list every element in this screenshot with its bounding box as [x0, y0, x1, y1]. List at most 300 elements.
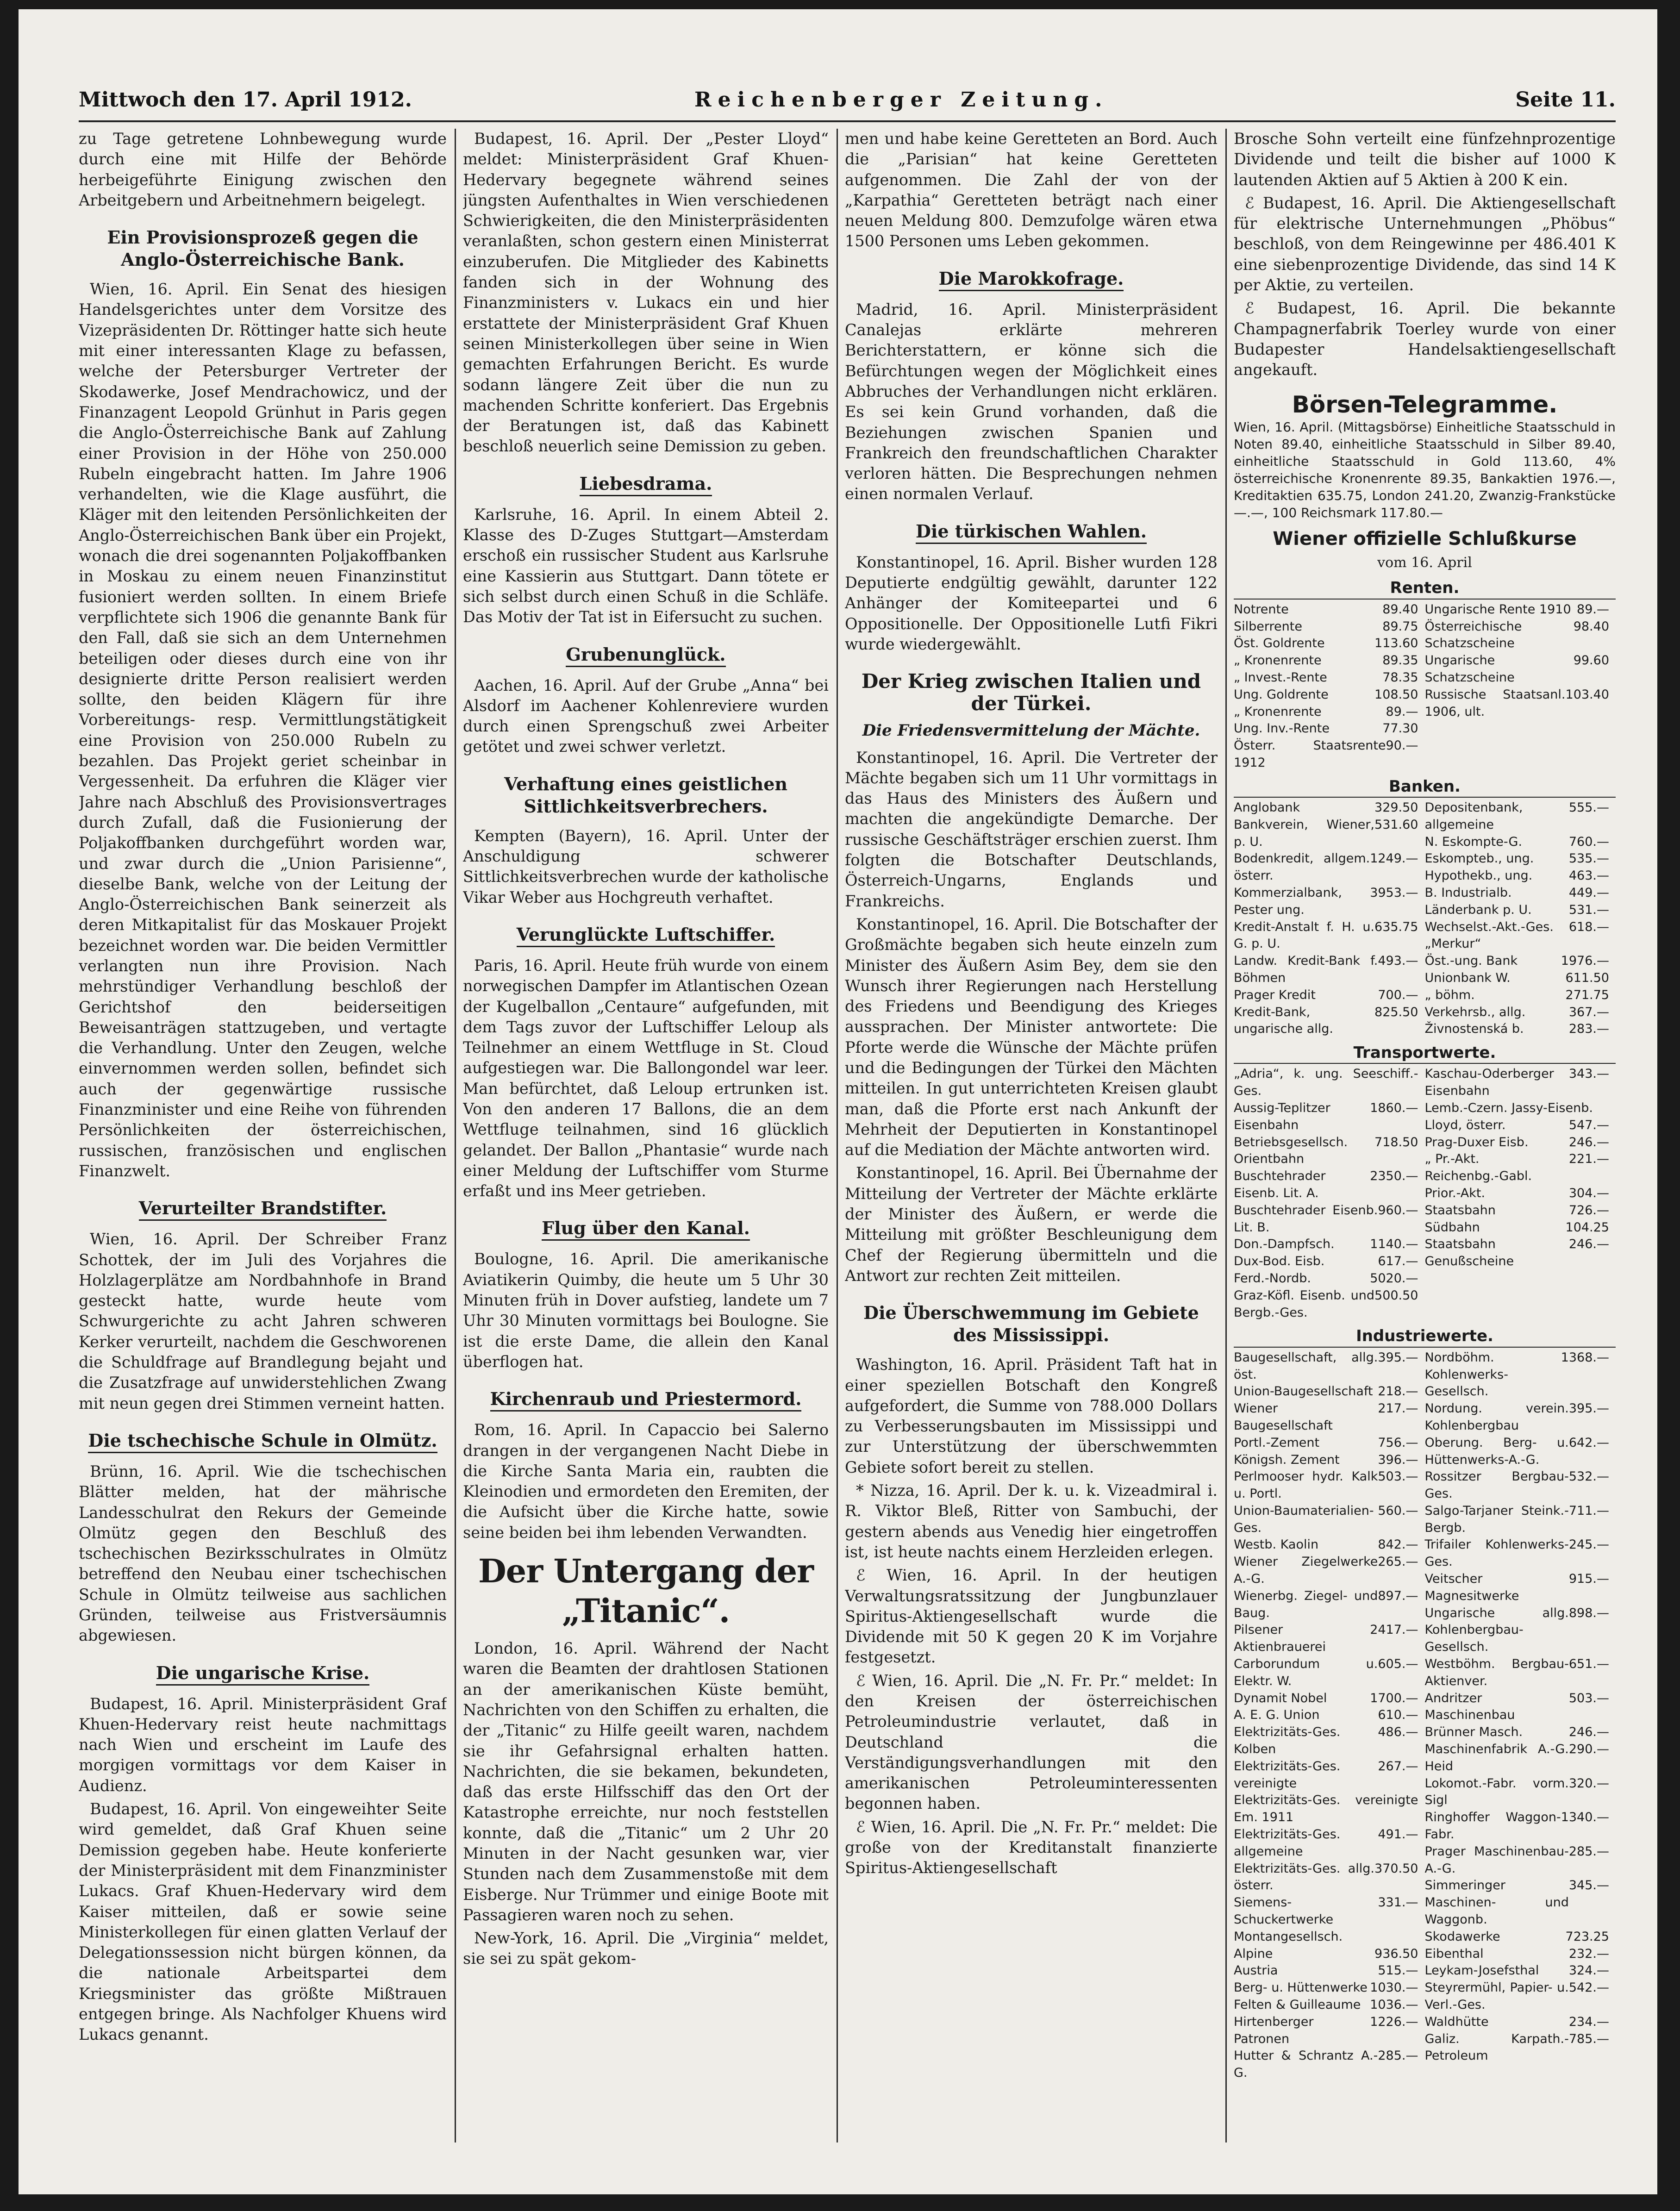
quote-row — [1425, 2014, 1616, 2031]
quote-value: 825.50 — [1374, 1005, 1418, 1019]
category-transport: Transportwerte. — [1234, 1043, 1616, 1064]
quote-name: Siemens-Schuckertwerke — [1234, 1895, 1334, 1927]
quote-value: 651.— — [1568, 1657, 1609, 1672]
quote-name: Aussig-Teplitzer Eisenbahn — [1234, 1101, 1330, 1132]
quote-value: 3953.— — [1370, 886, 1418, 900]
article-heading — [463, 924, 829, 947]
quote-name: Graz-Köfl. Eisenb. und Bergb.-Ges. — [1234, 1288, 1375, 1320]
quote-name: Prag-Duxer Eisb. — [1424, 1135, 1529, 1149]
quote-value: 367.— — [1568, 1005, 1609, 1019]
quote-row — [1425, 1468, 1616, 1503]
quote-row — [1234, 1134, 1425, 1168]
quote-list — [1425, 1066, 1616, 1321]
quote-value: 711.— — [1568, 1503, 1609, 1518]
quote-row — [1234, 1554, 1425, 1588]
quote-name: Hutter & Schrantz A.-G. — [1234, 2049, 1378, 2080]
quote-row — [1425, 1741, 1616, 1775]
quote-name: Kaschau-Oderberger Eisenbahn — [1424, 1067, 1554, 1099]
quote-row — [1234, 635, 1425, 652]
quote-row — [1234, 885, 1425, 919]
quote-row — [1425, 868, 1616, 885]
quote-name: Don.-Dampfsch. — [1234, 1237, 1335, 1252]
quote-row — [1234, 704, 1425, 721]
quote-value: 1976.— — [1561, 954, 1609, 968]
titanic-headline: Der Untergang der „Titanic“. — [478, 1552, 814, 1630]
quote-value: 560.— — [1378, 1503, 1418, 1518]
quote-value: 78.35 — [1382, 670, 1418, 685]
quote-row — [1425, 1843, 1616, 1878]
quote-row — [1234, 1656, 1425, 1690]
quote-name: Kommerzialbank, Pester ung. — [1234, 886, 1342, 917]
article-heading — [79, 1430, 447, 1453]
quote-name: Carborundum u. Elektr. W. — [1234, 1657, 1378, 1688]
quote-name: Salgo-Tarjaner Steink.-Bergb. — [1424, 1503, 1569, 1535]
quote-row — [1234, 1792, 1425, 1826]
quote-value: 618.— — [1568, 919, 1609, 934]
quote-value: 897.— — [1378, 1588, 1418, 1603]
quote-value: 271.75 — [1565, 987, 1609, 1002]
quote-name: Prior.-Akt. — [1424, 1186, 1486, 1201]
quote-row — [1234, 601, 1425, 618]
quote-row — [1234, 1503, 1425, 1537]
quote-name: Rossitzer Bergbau-Ges. — [1424, 1469, 1569, 1501]
quote-row — [1425, 1775, 1616, 1810]
quote-name: Wechselst.-Akt.-Ges. „Merkur“ — [1424, 919, 1554, 951]
quote-value: 89.— — [1577, 602, 1609, 617]
quote-row — [1425, 1236, 1616, 1270]
article-text: Konstantinopel, 16. April. Bei Übernahme der Mitteilung der Vertreter der Mächte erklärte der Minister des Äußern, er werde die Mitteilung mit größter Beschleunigung dem Chef der Regierung übermitteln und die Antwort zur rechten Zeit mitteilen. — [845, 1164, 1218, 1285]
quote-value: 2417.— — [1370, 1623, 1418, 1637]
quote-name: Simmeringer Maschinen- und Waggonb. — [1424, 1878, 1569, 1927]
quote-name: „ Kronenrente — [1234, 704, 1322, 719]
article-text: Rom, 16. April. In Capaccio bei Salerno drangen in der vergangenen Nacht Diebe in die Kirche Santa Maria ein, raubten die Kleinodien und ermordeten den Eremiten, der die Aufsicht über die Kirche hatte, sowie seine beiden bei ihm lebenden Verwandten. — [463, 1421, 829, 1542]
quote-row — [1234, 1707, 1425, 1724]
quote-row — [1425, 1536, 1616, 1571]
quote-name: Staatsbahn Genußscheine — [1424, 1237, 1514, 1269]
quote-row — [1234, 1100, 1425, 1134]
quote-value: 463.— — [1568, 868, 1609, 883]
quote-value: 304.— — [1568, 1186, 1609, 1201]
quote-name: N. Eskompte-G. — [1424, 834, 1523, 849]
quote-value: 218.— — [1378, 1384, 1418, 1399]
quote-name: Ung. Inv.-Rente — [1234, 721, 1330, 736]
article-heading — [79, 1197, 447, 1221]
quote-row — [1425, 1435, 1616, 1469]
article-heading — [463, 473, 829, 496]
quote-name: Depositenbank, allgemeine — [1424, 800, 1523, 832]
heading-text: Grubenunglück. — [566, 643, 725, 667]
quote-row — [1234, 1452, 1425, 1469]
quote-name: Ung. Goldrente — [1234, 687, 1329, 702]
column-3 — [845, 129, 1218, 2142]
quote-value: 898.— — [1568, 1605, 1609, 1620]
category-banken: Banken. — [1234, 776, 1616, 798]
quote-value: 842.— — [1378, 1537, 1418, 1552]
quote-value: 531.60 — [1374, 817, 1418, 832]
newspaper-page — [19, 9, 1657, 2194]
quote-row — [1425, 1134, 1616, 1151]
quote-list — [1234, 1066, 1425, 1321]
quote-name: Waldhütte — [1424, 2014, 1489, 2029]
quote-row — [1234, 1826, 1425, 1861]
quote-row — [1234, 1588, 1425, 1622]
quote-value: 246.— — [1568, 1135, 1609, 1149]
quote-name: Westböhm. Bergbau-Aktienver. — [1424, 1657, 1569, 1688]
quote-row — [1234, 1253, 1425, 1270]
quote-value: 290.— — [1568, 1742, 1609, 1757]
article-text: London, 16. April. Während der Nacht waren die Beamten der drahtlosen Stationen an der amerikanischen Küste bemüht, Nachrichten von den Schiffen zu erhalten, die der „Titanic“ zu Hilfe geeilt waren, nachdem sie ihr Gefahrsignal erhalten hatten. Nachrichten, die sie bekamen, bekundeten, daß das erste Hilfsschiff das den Ort der Katastrophe erreichte, nur noch feststellen konnte, daß die „Titanic“ um 2 Uhr 20 Minuten in der Nacht gesunken war, vier Stunden nach dem Zusammenstoße mit dem Eisberge. Nur Trümmer und einige Boote mit Passagieren waren noch zu sehen. — [463, 1639, 829, 1924]
quote-row — [1425, 799, 1616, 834]
quote-name: Perlmooser hydr. Kalk u. Portl. — [1234, 1469, 1378, 1501]
quote-row — [1234, 987, 1425, 1004]
quote-value: 265.— — [1378, 1555, 1418, 1569]
quote-value: 1860.— — [1370, 1101, 1418, 1116]
heading-text: Die Marokkofrage. — [939, 268, 1124, 291]
quote-value: 89.35 — [1382, 653, 1418, 668]
quote-row — [1234, 850, 1425, 885]
article-subheading: Die Friedensvermittelung der Mächte. — [862, 721, 1200, 740]
article-text: Kempten (Bayern), 16. April. Unter der Anschuldigung schwerer Sittlichkeitsverbrechen wurde der katholische Vikar Weber aus Hochgreuth verhaftet. — [463, 826, 829, 906]
column-4 — [1234, 129, 1616, 2142]
article-heading — [463, 1217, 829, 1241]
article-text: Brünn, 16. April. Wie die tschechischen Blätter melden, hat der mährische Landesschulrat den Rekurs der Gemeinde Olmütz gegen den Beschluß des tschechischen Bezirksschulrates in Olmütz betreffend den Neubau einer tschechischen Schule in Olmütz teilweise aus sachlichen Gründen, teilweise aus Fristversäumnis abgewiesen. — [79, 1462, 447, 1645]
quote-value: 396.— — [1378, 1452, 1418, 1467]
quote-row — [1234, 1004, 1425, 1038]
article-text: ℰ Budapest, 16. April. Die bekannte Champagnerfabrik Toerley wurde von einer Budapester Handelsaktiengesellschaft angekauft. — [1234, 299, 1616, 379]
article-text: Konstantinopel, 16. April. Die Vertreter der Mächte begaben sich um 11 Uhr vormittags in das Haus des Ministers des Äußern und machten die angekündigte Demarche. Der russische Geschäftsträger erschien zuerst. Ihm folgten die Botschafter Deutschlands, Österreich-Ungarns, Englands und Frankreichs. — [845, 748, 1218, 910]
article-text: Budapest, 16. April. Der „Pester Lloyd“ meldet: Ministerpräsident Graf Khuen-Hedervary begegnete während seines jüngsten Aufenthaltes in Wien verschiedenen Schwierigkeiten, die den Ministerpräsidenten veranlaßten, schon gestern einen Ministerrat einzuberufen. Die Mitglieder des Kabinetts fanden sich in der Wohnung des Finanzministers v. Lukacs ein und hier erstattete der Ministerpräsident Graf Khuen seinen Ministerkollegen über seine in Wien gemachten Erfahrungen Bericht. Es wurde sodann längere Zeit über die nun zu machenden Schritte konferiert. Das Ergebnis der Beratungen ist, daß das Kabinett beschloß neuerlich seine Demission zu geben. — [463, 130, 829, 456]
quote-row — [1425, 1117, 1616, 1134]
quote-name: Wiener Ziegelwerke A.-G. — [1234, 1555, 1378, 1586]
quote-value: 246.— — [1568, 1237, 1609, 1252]
quote-value: 343.— — [1568, 1067, 1609, 1081]
quote-row — [1425, 1219, 1616, 1237]
quote-row — [1234, 1997, 1425, 2014]
article-text: Wien, 16. April. Der Schreiber Franz Schottek, der im Juli des Vorjahres die Holzlagerplätze am Nordbahnhofe in Brand gesteckt hatte, wurde heute vom Schwurgerichte zu acht Jahren schweren Kerker verurteilt, nachdem die Geschworenen die Schuldfrage auf Brandlegung bejaht und die Zusatzfrage auf unwiderstehlichen Zwang mit neun gegen drei Stimmen verneint hatten. — [79, 1230, 447, 1412]
quote-value: 547.— — [1568, 1118, 1609, 1132]
quote-name: Reichenbg.-Gabl. — [1424, 1169, 1532, 1184]
quote-value: 324.— — [1568, 1963, 1609, 1978]
quote-value: 89.— — [1386, 704, 1418, 719]
quote-value: 532.— — [1568, 1469, 1609, 1484]
quote-value: 610.— — [1378, 1708, 1418, 1723]
article-text: ℰ Wien, 16. April. Die „N. Fr. Pr.“ meldet: Die große von der Kreditanstalt finanzierte Spiritus-Aktiengesellschaft — [845, 1818, 1218, 1877]
quote-name: Ferd.-Nordb. — [1234, 1271, 1311, 1286]
quote-name: Lokomot.-Fabr. vorm. Sigl — [1424, 1776, 1569, 1808]
quote-row — [1234, 1980, 1425, 1997]
quote-row — [1425, 1004, 1616, 1021]
quote-row — [1234, 1202, 1425, 1237]
quote-row — [1234, 1383, 1425, 1400]
quote-value: 1368.— — [1561, 1350, 1609, 1365]
quote-table — [1234, 601, 1616, 772]
quote-name: „ Invest.-Rente — [1234, 670, 1327, 685]
quote-row — [1425, 687, 1616, 721]
quote-name: Nordung. verein. Kohlenbergbau — [1424, 1401, 1569, 1433]
quote-row — [1425, 1962, 1616, 1980]
quote-name: Anglobank — [1234, 800, 1300, 815]
article-text: Konstantinopel, 16. April. Die Botschafter der Großmächte begaben sich heute einzeln zum Minister des Äußern Asim Bey, dem sie den Wunsch ihrer Regierungen nach Herstellung des Friedens und Beendigung des Krieges aussprachen. Der Minister antwortete: Die Pforte werde die Wünsche der Mächte prüfen und die Bedingungen der Türkei den Mächten mitteilen. In gut unterrichteten Kreisen glaubt man, daß die Pforte erst nach Ankunft der Mehrheit der Deputierten in Konstantinopel auf die Mediation der Mächte antworten wird. — [845, 915, 1218, 1159]
quote-value: 700.— — [1378, 987, 1418, 1002]
quote-value: 99.60 — [1573, 653, 1609, 668]
quote-row — [1234, 1690, 1425, 1707]
column-divider — [837, 129, 838, 2142]
quote-value: 542.— — [1568, 1980, 1609, 1995]
quote-row — [1425, 1185, 1616, 1202]
quote-name: Baugesellschaft, allg. öst. — [1234, 1350, 1378, 1382]
quote-name: Wienerbg. Ziegel- und Baug. — [1234, 1588, 1378, 1620]
article-heading — [845, 520, 1218, 544]
quote-name: „ böhm. — [1424, 987, 1475, 1002]
quote-row — [1234, 2048, 1425, 2082]
quote-name: Brünner Masch. — [1424, 1725, 1523, 1740]
quote-row — [1234, 1946, 1425, 1963]
quote-name: Westb. Kaolin — [1234, 1537, 1319, 1552]
quote-table — [1234, 1349, 1616, 2082]
column-2 — [463, 129, 829, 2142]
boerse-telegram-text: Wien, 16. April. (Mittagsbörse) Einheitliche Staatsschuld in Noten 89.40, einheitliche Staatsschuld in Silber 89.40, einheitliche Staatsschuld in Gold 113.60, 4% österreichische Kronenrente 89.35, Bankaktien 1976.—, Kreditaktien 635.75, London 241.20, Zwanzig-Frankstücke —.—, 100 Reichsmark 117.80.— — [1234, 419, 1616, 520]
quote-row — [1234, 1468, 1425, 1503]
quote-value: 611.50 — [1565, 970, 1609, 985]
quote-name: Lemb.-Czern. Jassy-Eisenb. — [1424, 1101, 1593, 1116]
quote-value: 718.50 — [1374, 1135, 1418, 1149]
quote-value: 756.— — [1378, 1435, 1418, 1450]
quote-value: 370.50 — [1374, 1861, 1418, 1876]
schlusskurse-date: vom 16. April — [1377, 555, 1472, 571]
quote-value: 113.60 — [1374, 636, 1418, 651]
quote-value: 785.— — [1568, 2031, 1609, 2046]
quote-name: Steyrermühl, Papier- u. Verl.-Ges. — [1424, 1980, 1569, 2012]
quote-value: 500.50 — [1374, 1288, 1418, 1303]
quote-name: Länderbank p. U. — [1424, 902, 1532, 917]
quote-value: 1140.— — [1370, 1237, 1418, 1252]
quote-row — [1234, 669, 1425, 687]
quote-row — [1425, 1503, 1616, 1537]
quote-name: Veitscher Magnesitwerke — [1424, 1572, 1519, 1603]
quote-row — [1425, 1066, 1616, 1100]
article-text: Boulogne, 16. April. Die amerikanische Aviatikerin Quimby, die heute um 5 Uhr 30 Minuten früh in Dover aufstieg, landete um 7 Uhr 30 Minuten vormittags bei Boulogne. Sie ist die erste Dame, die allein den Kanal überflogen hat. — [463, 1250, 829, 1371]
article-text: Madrid, 16. April. Ministerpräsident Canalejas erklärte mehreren Berichterstattern, er könne sich die Befürchtungen wegen der Möglichkeit eines Abbruches der Verhandlungen nicht erklären. Es sei kein Grund vorhanden, daß die Beziehungen zwischen Spanien und Frankreich den freundschaftlichen Charakter verloren hätten. Die Besprechungen nehmen einen normalen Verlauf. — [845, 300, 1218, 503]
article-text: Washington, 16. April. Präsident Taft hat in einer speziellen Botschaft den Kongreß aufgefordert, die Summe von 788.000 Dollars zu Verbesserungsbauten im Mississippi und zur Unterstützung der überschwemmten Gebiete sofort bereit zu stellen. — [845, 1355, 1218, 1476]
quote-name: Lloyd, österr. — [1424, 1118, 1506, 1132]
quote-value: 331.— — [1378, 1895, 1418, 1910]
quote-row — [1425, 1100, 1616, 1117]
quote-name: Alpine — [1234, 1946, 1273, 1961]
quote-name: Austria — [1234, 1963, 1278, 1978]
quote-name: Bankverein, Wiener, p. U. — [1234, 817, 1375, 849]
quote-row — [1425, 850, 1616, 868]
quote-name: Dux-Bod. Eisb. — [1234, 1254, 1325, 1269]
quote-name: Leykam-Josefsthal — [1424, 1963, 1539, 1978]
quote-value: 486.— — [1378, 1725, 1418, 1740]
quote-row — [1425, 1690, 1616, 1724]
quote-row — [1425, 970, 1616, 987]
quote-name: Unionbank W. — [1424, 970, 1511, 985]
quote-name: Ungarische Rente 1910 — [1424, 602, 1571, 617]
quote-value: 635.75 — [1374, 919, 1418, 934]
quote-name: Kredit-Anstalt f. H. u. G. p. U. — [1234, 919, 1375, 951]
quote-name: Südbahn — [1424, 1220, 1480, 1235]
article-text: ℰ Budapest, 16. April. Die Aktiengesellschaft für elektrische Unternehmungen „Phöbus“ beschloß, von dem Reingewinne per 486.401 K eine siebenprozentige Dividende, das sind 14 K per Aktie, zu verteilen. — [1234, 194, 1616, 294]
quote-value: 760.— — [1568, 834, 1609, 849]
quote-row — [1425, 1724, 1616, 1741]
quote-value: 104.25 — [1565, 1220, 1609, 1235]
quote-list — [1234, 799, 1425, 1038]
quote-value: 535.— — [1568, 851, 1609, 866]
heading-text: Verunglückte Luftschiffer. — [517, 924, 775, 947]
quote-name: Andritzer Maschinenbau — [1424, 1691, 1515, 1723]
article-text: Budapest, 16. April. Ministerpräsident Graf Khuen-Hedervary reist heute nachmittags nach Wien und erscheint im Laufe des morgigen vormittags vor dem Kaiser in Audienz. — [79, 1694, 447, 1795]
quote-value: 1030.— — [1370, 1980, 1418, 1995]
article-text: ℰ Wien, 16. April. Die „N. Fr. Pr.“ meldet: In den Kreisen der österreichischen Petroleumindustrie verlautet, daß in Deutschland die Verständigungsverhandlungen mit den amerikanischen Petroleuminteressenten begonnen haben. — [845, 1671, 1218, 1813]
article-heading — [79, 1662, 447, 1686]
quote-value: 77.30 — [1382, 721, 1418, 736]
quote-row — [1425, 987, 1616, 1004]
quote-name: Öst. Goldrente — [1234, 636, 1325, 651]
quote-name: Betriebsgesellsch. Orientbahn — [1234, 1135, 1348, 1167]
quote-row — [1234, 1168, 1425, 1202]
quote-value: 345.— — [1568, 1878, 1609, 1893]
header-page-number: Seite 11. — [1515, 88, 1616, 112]
quote-row — [1234, 1929, 1425, 1946]
quote-name: Elektrizitäts-Ges. vereinigte Em. 1911 — [1234, 1793, 1418, 1825]
quote-row — [1234, 1435, 1425, 1452]
quote-value: 1249.— — [1370, 851, 1418, 866]
quote-name: Ungarische Schatzscheine — [1424, 653, 1515, 685]
quote-row — [1425, 601, 1616, 618]
quote-name: Buschtehrader Eisenb. Lit. A. — [1234, 1169, 1326, 1201]
quote-value: 493.— — [1378, 954, 1418, 968]
header-paper-title: Reichenberger Zeitung. — [694, 88, 1109, 112]
schlusskurse-title: Wiener offizielle Schlußkurse — [1273, 528, 1577, 550]
article-heading — [463, 643, 829, 667]
heading-text: Die türkischen Wahlen. — [916, 520, 1147, 544]
quote-row — [1425, 1168, 1616, 1185]
quote-value: 617.— — [1378, 1254, 1418, 1269]
quote-name: Wiener Baugesellschaft — [1234, 1401, 1333, 1433]
quote-name: Elektrizitäts-Ges. vereinigte — [1234, 1759, 1341, 1791]
quote-row — [1425, 1349, 1616, 1400]
quote-name: Hypothekb., ung. — [1424, 868, 1533, 883]
quote-value: 1700.— — [1370, 1691, 1418, 1705]
quote-list — [1425, 799, 1616, 1038]
quote-row — [1234, 1270, 1425, 1287]
quote-value: 726.— — [1568, 1203, 1609, 1218]
quote-table — [1234, 1066, 1616, 1321]
quote-name: Hirtenberger Patronen — [1234, 2014, 1314, 2046]
quote-row — [1234, 1349, 1425, 1384]
quote-row — [1425, 618, 1616, 653]
quote-row — [1234, 1400, 1425, 1435]
quote-name: Elektrizitäts-Ges. allgemeine — [1234, 1827, 1341, 1859]
column-1 — [79, 129, 447, 2142]
quote-row — [1234, 817, 1425, 851]
page-header — [79, 88, 1616, 116]
quote-value: 1036.— — [1370, 1998, 1418, 2012]
quote-row — [1425, 1946, 1616, 1963]
quote-name: Buschtehrader Eisenb. Lit. B. — [1234, 1203, 1378, 1235]
quote-value: 491.— — [1378, 1827, 1418, 1842]
quote-row — [1234, 1894, 1425, 1929]
quote-value: 449.— — [1568, 886, 1609, 900]
quote-table — [1234, 799, 1616, 1038]
quote-row — [1425, 919, 1616, 953]
quote-name: Union-Baumaterialien-Ges. — [1234, 1503, 1374, 1535]
quote-value: 283.— — [1568, 1022, 1609, 1037]
quote-value: 221.— — [1568, 1152, 1609, 1167]
quote-name: Maschinenfabrik A.-G. Heid — [1424, 1742, 1569, 1774]
quote-row — [1234, 687, 1425, 704]
column-divider — [455, 129, 456, 2142]
quote-value: 232.— — [1568, 1946, 1609, 1961]
quote-value: 245.— — [1568, 1537, 1609, 1552]
quote-name: Öst.-ung. Bank — [1424, 954, 1518, 968]
quote-name: Felten & Guilleaume — [1234, 1998, 1361, 2012]
quote-name: Živnostenská b. — [1424, 1022, 1524, 1037]
article-text: Aachen, 16. April. Auf der Grube „Anna“ bei Alsdorf im Aachener Kohlenreviere wurden durch einen Sprengschuß zwei Arbeiter getötet und zwei schwer verletzt. — [463, 676, 829, 756]
quote-row — [1234, 799, 1425, 817]
category-renten: Renten. — [1234, 578, 1616, 599]
category-industrie: Industriewerte. — [1234, 1326, 1616, 1347]
quote-name: Dynamit Nobel — [1234, 1691, 1327, 1705]
quote-row — [1234, 1066, 1425, 1100]
quote-name: Königsh. Zement — [1234, 1452, 1340, 1467]
quote-name: „ Pr.-Akt. — [1424, 1152, 1480, 1167]
quote-name: „Adria“, k. ung. Seeschiff.-Ges. — [1234, 1067, 1418, 1099]
column-divider — [1225, 129, 1227, 2142]
quote-name: Berg- u. Hüttenwerke — [1234, 1980, 1368, 1995]
quote-value: 89.40 — [1382, 602, 1418, 617]
quote-value: 103.40 — [1565, 687, 1609, 702]
article-text: men und habe keine Geretteten an Bord. Auch die „Parisian“ hat keine Geretteten aufgenommen. Die Zahl der von der „Karpathia“ Geretteten beträgt nach einer neuen Meldung 800. Demzufolge wären etwa 1500 Personen ums Leben gekommen. — [845, 130, 1218, 250]
quote-list — [1234, 1349, 1425, 2082]
quote-row — [1234, 737, 1425, 772]
quote-value: 320.— — [1568, 1776, 1609, 1791]
quote-value: 1226.— — [1370, 2014, 1418, 2029]
article-text: zu Tage getretene Lohnbewegung wurde durch eine mit Hilfe der Behörde herbeigeführte Einigung zwischen den Arbeitgebern und Arbeitnehmern beigelegt. — [79, 130, 447, 209]
quote-value: 515.— — [1378, 1963, 1418, 1978]
quote-row — [1425, 1809, 1616, 1843]
quote-value: 2350.— — [1370, 1169, 1418, 1184]
quote-row — [1234, 720, 1425, 737]
quote-value: 89.75 — [1382, 619, 1418, 634]
quote-name: Eibenthal — [1424, 1946, 1484, 1961]
quote-name: Trifailer Kohlenwerks-Ges. — [1424, 1537, 1569, 1569]
quote-value: 960.— — [1378, 1203, 1418, 1218]
quote-row — [1425, 1929, 1616, 1946]
quote-name: Skodawerke — [1424, 1929, 1500, 1944]
quote-name: Ungarische allg. Kohlenbergbau-Gesellsch. — [1424, 1605, 1569, 1655]
quote-value: 90.— — [1386, 738, 1418, 753]
article-text: Brosche Sohn verteilt eine fünfzehnprozentige Dividende und teilt die bisher auf 1000 K lautenden Aktien auf 5 Aktien à 200 K ein. — [1234, 130, 1616, 189]
article-heading: Der Krieg zwischen Italien und der Türkei. — [861, 670, 1201, 715]
quote-name: Elektrizitäts-Ges. allg. österr. — [1234, 1861, 1375, 1893]
quote-row — [1234, 1236, 1425, 1253]
quote-name: Landw. Kredit-Bank f. Böhmen — [1234, 954, 1378, 985]
quote-name: Österr. Staatsrente 1912 — [1234, 738, 1386, 770]
quote-row — [1234, 1861, 1425, 1895]
quote-value: 395.— — [1378, 1350, 1418, 1365]
heading-text: Die ungarische Krise. — [156, 1662, 370, 1686]
quote-value: 605.— — [1378, 1657, 1418, 1672]
quote-value: 936.50 — [1374, 1946, 1418, 1961]
quote-name: Verkehrsb., allg. — [1424, 1005, 1526, 1019]
quote-value: 5020.— — [1370, 1271, 1418, 1286]
quote-name: Oberung. Berg- u. Hüttenwerks-A.-G. — [1424, 1435, 1569, 1467]
quote-name: „ Kronenrente — [1234, 653, 1322, 668]
quote-name: Österreichische Schatzscheine — [1424, 619, 1522, 651]
quote-value: 642.— — [1568, 1435, 1609, 1450]
